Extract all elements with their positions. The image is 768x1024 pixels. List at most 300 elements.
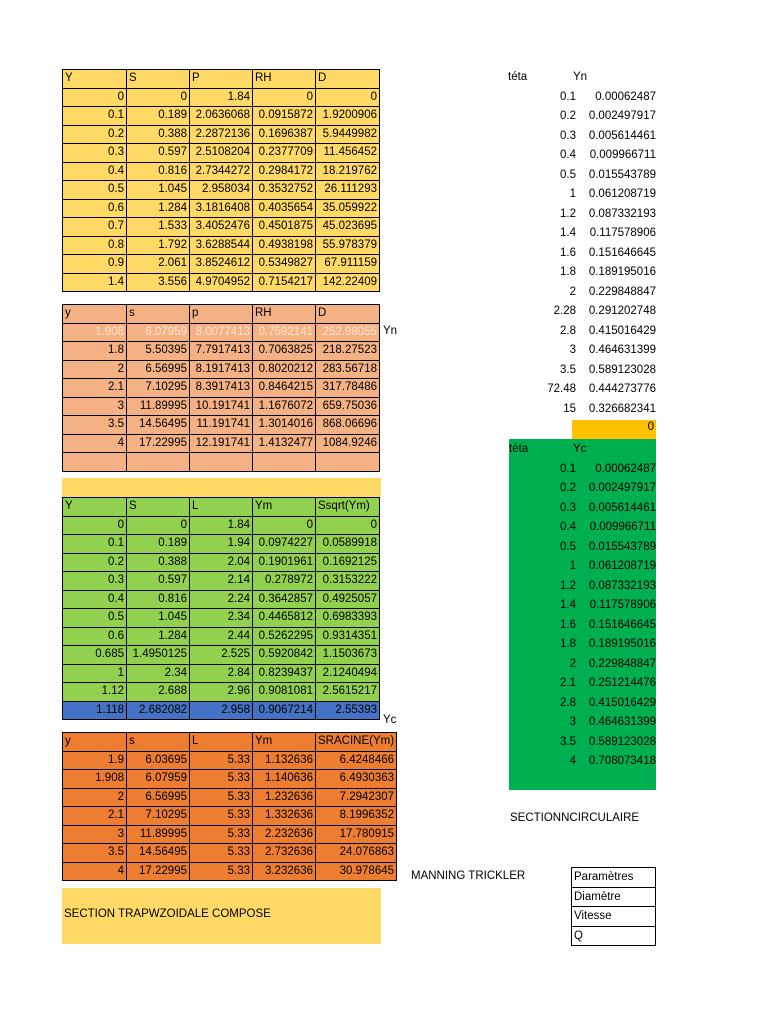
table-cell: 4: [63, 862, 127, 881]
list-item-value: 0.229848847: [588, 657, 656, 670]
yc-header-teta: téta: [509, 443, 529, 455]
table-cell: 0.388: [127, 125, 190, 144]
table-row: [63, 273, 380, 292]
table-cell: 1.908: [63, 770, 127, 789]
list-item: [500, 460, 656, 480]
table-cell: 0.8: [63, 236, 127, 255]
list-item: [500, 322, 656, 342]
table-row-yn: [63, 323, 380, 342]
table-cell: 55.978379: [316, 236, 380, 255]
table-cell: 1.045: [127, 609, 190, 628]
table-row-yc: [63, 701, 380, 720]
list-item-teta: 3: [569, 344, 576, 356]
params-cell: Paramètres: [572, 868, 656, 888]
table-cell: 3.6288544: [190, 236, 253, 255]
table-cell: 18.219762: [316, 162, 380, 181]
table-row-empty: [63, 453, 380, 472]
list-item-value: 0.415016429: [588, 696, 656, 709]
table-cell: 3: [63, 825, 127, 844]
table-cell: 5.33: [190, 807, 253, 826]
list-item-teta: 1.2: [560, 579, 576, 592]
table-cell: 1.1503673: [316, 646, 380, 665]
table-row: [63, 609, 380, 628]
table-row: [63, 342, 380, 361]
table-row: [63, 770, 397, 789]
table-cell: 0.816: [127, 162, 190, 181]
table-cell: 5.9449982: [316, 125, 380, 144]
table-row: [63, 218, 380, 237]
table-cell: 0.2984172: [253, 162, 316, 181]
table-cell: 3.5: [63, 416, 127, 435]
table-cell: Ssqrt(Ym): [316, 498, 380, 517]
table-cell: [253, 453, 316, 472]
table-row: [63, 516, 380, 535]
table-cell: 0.7063825: [253, 342, 316, 361]
table-cell: 0.4925057: [316, 590, 380, 609]
list-item-value: 0.464631399: [588, 344, 656, 356]
table-cell: 1.792: [127, 236, 190, 255]
table-cell: 67.911159: [316, 255, 380, 274]
table-header: [63, 70, 380, 89]
table-cell: 0: [127, 516, 190, 535]
table-cell: 0.816: [127, 590, 190, 609]
table-cell: 14.56495: [127, 844, 190, 863]
table-cell: 0.3: [63, 572, 127, 591]
table-cell: p: [190, 305, 253, 324]
list-item: [500, 361, 656, 381]
table-row: [63, 397, 380, 416]
list-item-value: 0.151646645: [588, 618, 656, 631]
table-cell: 1.118: [63, 701, 127, 720]
list-item-teta: 1.8: [560, 266, 576, 278]
table-cell: D: [316, 70, 380, 89]
yc-marker: Yc: [383, 714, 397, 726]
table-cell: 12.191741: [190, 434, 253, 453]
table-cell: 2.84: [190, 664, 253, 683]
list-item-teta: 0.1: [560, 462, 576, 475]
params-cell: Vitesse: [572, 907, 656, 927]
table-cell: 14.56495: [127, 416, 190, 435]
table-cell: 0: [127, 88, 190, 107]
table-cell: 0.9: [63, 255, 127, 274]
table-cell: 0: [316, 516, 380, 535]
list-item-value: 0.464631399: [588, 716, 656, 728]
table-row: [63, 572, 380, 591]
table-cell: 6.4248466: [316, 751, 397, 770]
table-cell: 659.75036: [316, 397, 380, 416]
table-cell: 2.1: [63, 379, 127, 398]
table-cell: 17.780915: [316, 825, 397, 844]
list-item-value: 0.589123028: [588, 735, 656, 748]
list-item-teta: 1: [569, 560, 576, 572]
table-cell: 0.3532752: [253, 181, 316, 200]
table-cell: 0.9314351: [316, 627, 380, 646]
list-item: [500, 499, 656, 519]
table-row: [63, 683, 380, 702]
table-cell: 2.1240494: [316, 664, 380, 683]
table-cell: RH: [253, 305, 316, 324]
table-cell: 2.34: [190, 609, 253, 628]
table-cell: 0.1: [63, 107, 127, 126]
yc-header-val: Yc: [573, 443, 587, 455]
list-item: [500, 88, 656, 108]
table-cell: 5.33: [190, 825, 253, 844]
table-row: [63, 162, 380, 181]
list-item: [500, 205, 656, 225]
table-cell: 3: [63, 397, 127, 416]
yn-orange-value: 0: [647, 421, 654, 433]
table-cell: 2: [63, 360, 127, 379]
table-cell: Y: [63, 498, 127, 517]
table-cell: y: [63, 733, 127, 752]
list-item-value: 0.015543789: [588, 168, 656, 181]
table-cell: 0.2377709: [253, 144, 316, 163]
table-cell: 30.978645: [316, 862, 397, 881]
list-item-teta: 0.5: [560, 168, 576, 181]
table-cell: [190, 453, 253, 472]
table-header: [63, 733, 397, 752]
table-cell: 1.84: [190, 516, 253, 535]
list-item-value: 0.002497917: [588, 482, 656, 494]
list-item-value: 0.229848847: [588, 285, 656, 298]
table-cell: 1.908: [63, 323, 127, 342]
table-cell: 4: [63, 434, 127, 453]
list-item: [500, 518, 656, 538]
table-row: [63, 862, 397, 881]
list-item: [500, 674, 656, 694]
list-item-teta: 1.6: [560, 246, 576, 259]
table-cell: 0.0974227: [253, 535, 316, 554]
params-cell: Diamètre: [572, 887, 656, 907]
table-cell: 11.191741: [190, 416, 253, 435]
table-cell: 2.732636: [253, 844, 316, 863]
table-row: [63, 199, 380, 218]
list-item: [500, 538, 656, 558]
table-row: [63, 627, 380, 646]
table-cell: 0.4465812: [253, 609, 316, 628]
table-cell: 2.34: [127, 664, 190, 683]
table-cell: 0.6: [63, 627, 127, 646]
list-item-teta: 2: [569, 285, 576, 298]
table-cell: 0.4035654: [253, 199, 316, 218]
list-item-value: 0.009966711: [589, 521, 656, 533]
list-item: [500, 244, 656, 264]
table-row: [63, 646, 380, 665]
list-item: [500, 146, 656, 166]
table-cell: 4.9704952: [190, 273, 253, 292]
table-cell: 0.388: [127, 553, 190, 572]
table-cell: 8.3917413: [190, 379, 253, 398]
table-cell: 0.5349827: [253, 255, 316, 274]
table-row: [63, 255, 380, 274]
table-cell: 0.4501875: [253, 218, 316, 237]
table-cell: 2.04: [190, 553, 253, 572]
table-cell: 0.7154217: [253, 273, 316, 292]
table-cell: 3.1816408: [190, 199, 253, 218]
list-item-teta: 0.2: [560, 110, 576, 122]
list-item: [500, 224, 656, 244]
table-cell: 2.96: [190, 683, 253, 702]
table-cell: 7.7917413: [190, 342, 253, 361]
yn-header: [500, 68, 656, 88]
list-item-teta: 1.8: [560, 638, 576, 650]
table-cell: 0.685: [63, 646, 127, 665]
table-cell: 2.525: [190, 646, 253, 665]
list-item-teta: 3.5: [560, 735, 576, 748]
table-cell: 3.556: [127, 273, 190, 292]
table-cell: 17.22995: [127, 862, 190, 881]
table-cell: 1.132636: [253, 751, 316, 770]
table-header: [63, 498, 380, 517]
table-cell: [127, 453, 190, 472]
table-cell: 1084.9246: [316, 434, 380, 453]
list-item-value: 0.002497917: [588, 110, 656, 122]
list-item-value: 0.061208719: [588, 560, 656, 572]
table-cell: 35.059922: [316, 199, 380, 218]
list-item-teta: 0.5: [560, 540, 576, 553]
yn-header-teta: téta: [508, 71, 528, 83]
list-item: [500, 713, 656, 733]
table-cell: 218.27523: [316, 342, 380, 361]
table-cell: 11.89995: [127, 397, 190, 416]
table-cell: 2.5108204: [190, 144, 253, 163]
list-item-teta: 0.3: [560, 129, 576, 142]
list-item: [500, 283, 656, 303]
table-cell: 2.688: [127, 683, 190, 702]
list-item-value: 0.251214476: [588, 677, 656, 689]
table-row: [63, 825, 397, 844]
yc-header: [500, 440, 656, 460]
table-cell: 0.5: [63, 181, 127, 200]
table-cell: 1.8: [63, 342, 127, 361]
params-row: [572, 868, 656, 888]
table-trapezoid-2: [62, 304, 380, 472]
table-cell: 5.50395: [127, 342, 190, 361]
table-cell: 868.06696: [316, 416, 380, 435]
list-item-teta: 2.8: [560, 696, 576, 709]
table-cell: 142.22409: [316, 273, 380, 292]
table-cell: 5.33: [190, 788, 253, 807]
table-cell: 2.14: [190, 572, 253, 591]
list-item-teta: 3: [569, 716, 576, 728]
list-item: [500, 694, 656, 714]
table-cell: 0.6983393: [316, 609, 380, 628]
table-row: [63, 181, 380, 200]
table-cell: 0.1901961: [253, 553, 316, 572]
table-cell: 1.9200906: [316, 107, 380, 126]
list-item-teta: 0.4: [560, 149, 576, 161]
table-cell: 7.2942307: [316, 788, 397, 807]
table-row: [63, 236, 380, 255]
list-item: [500, 655, 656, 675]
table-cell: 2.2872136: [190, 125, 253, 144]
section-trap-label: SECTION TRAPWZOIDALE COMPOSE: [64, 908, 271, 920]
table-cell: 5.33: [190, 751, 253, 770]
table-cell: 2.0636068: [190, 107, 253, 126]
table-cell: P: [190, 70, 253, 89]
list-item-teta: 1.6: [560, 618, 576, 631]
table-cell: 0.3: [63, 144, 127, 163]
table-cell: 2.1: [63, 807, 127, 826]
table-cell: Ym: [253, 733, 316, 752]
table-cell: 1.12: [63, 683, 127, 702]
table-cell: 0.2: [63, 125, 127, 144]
table-cell: 0: [63, 88, 127, 107]
table-cell: 0.1: [63, 535, 127, 554]
list-item-teta: 2.28: [553, 305, 576, 317]
list-item-teta: 0.1: [560, 90, 576, 103]
list-item: [500, 479, 656, 499]
list-item-teta: 15: [563, 402, 576, 415]
list-item: [500, 752, 656, 772]
list-item: [500, 166, 656, 186]
list-item-teta: 2.1: [560, 677, 576, 689]
table-cell: 0.4: [63, 590, 127, 609]
table-cell: 0.189: [127, 535, 190, 554]
yn-header-val: Yn: [573, 71, 588, 83]
params-row: [572, 907, 656, 927]
section-trap-box: [62, 888, 381, 944]
table-cell: 1.94: [190, 535, 253, 554]
params-table: [571, 867, 656, 946]
table-row: [63, 751, 397, 770]
table-row: [63, 125, 380, 144]
table-cell: 1.1676072: [253, 397, 316, 416]
yn-orange-cell: [572, 420, 656, 439]
table-cell: 1.232636: [253, 788, 316, 807]
table-cell: 6.07959: [127, 770, 190, 789]
table-cell: 283.56718: [316, 360, 380, 379]
list-item-value: 0.189195016: [588, 266, 656, 278]
list-item-teta: 4: [569, 755, 576, 767]
table-cell: 17.22995: [127, 434, 190, 453]
list-item-value: 0.415016429: [588, 324, 656, 337]
table-cell: 6.4930363: [316, 770, 397, 789]
table-cell: 0: [253, 516, 316, 535]
table-cell: 2.55393: [316, 701, 380, 720]
list-item-teta: 2.8: [560, 324, 576, 337]
table-cell: S: [127, 498, 190, 517]
table-cell: 5.33: [190, 844, 253, 863]
table-cell: 0: [253, 88, 316, 107]
list-item-teta: 0.3: [560, 501, 576, 514]
table-cell: SRACINE(Ym): [316, 733, 397, 752]
table-cell: 6.56995: [127, 360, 190, 379]
table-cell: 1.284: [127, 627, 190, 646]
section-circ-label: SECTIONNCIRCULAIRE: [510, 812, 640, 824]
list-item-value: 0.151646645: [588, 246, 656, 259]
table-cell: 11.456452: [316, 144, 380, 163]
table-row: [63, 590, 380, 609]
table-cell: 1.4132477: [253, 434, 316, 453]
list-item-value: 0.005614461: [588, 501, 656, 514]
table-cell: 0.0915872: [253, 107, 316, 126]
table-cell: 0.3642857: [253, 590, 316, 609]
list-item-value: 0.708073418: [588, 755, 656, 767]
list-item-value: 0.326682341: [588, 402, 656, 415]
list-item: [500, 635, 656, 655]
list-item: [500, 263, 656, 283]
list-item-teta: 1.4: [560, 227, 576, 239]
table-cell: 3.232636: [253, 862, 316, 881]
table-cell: 317.78486: [316, 379, 380, 398]
table-cell: 3.8524612: [190, 255, 253, 274]
table-cell: 0.2: [63, 553, 127, 572]
table-row: [63, 107, 380, 126]
table-cell: 7.10295: [127, 379, 190, 398]
table-cell: 6.07959: [127, 323, 190, 342]
table-cell: 8.1917413: [190, 360, 253, 379]
list-item-teta: 3.5: [560, 363, 576, 376]
table-cell: 0.0589918: [316, 535, 380, 554]
yellow-spacer: [62, 478, 381, 497]
table-header: [63, 305, 380, 324]
list-item-value: 0.00062487: [595, 462, 656, 475]
list-item-value: 0.444273776: [588, 383, 656, 395]
list-item-value: 0.291202748: [588, 305, 656, 317]
list-item-teta: 0.2: [560, 482, 576, 494]
table-cell: 0.6: [63, 199, 127, 218]
table-row: [63, 553, 380, 572]
table-cell: 1.4: [63, 273, 127, 292]
table-cell: 0.5262295: [253, 627, 316, 646]
table-cell: 0.7: [63, 218, 127, 237]
table-cell: 2.061: [127, 255, 190, 274]
table-cell: 0: [63, 516, 127, 535]
table-cell: 6.03695: [127, 751, 190, 770]
table-cell: [63, 453, 127, 472]
list-item-value: 0.117578906: [589, 599, 656, 611]
table-cell: 2.24: [190, 590, 253, 609]
table-cell: 1.4950125: [127, 646, 190, 665]
table-row: [63, 379, 380, 398]
table-row: [63, 844, 397, 863]
table-cell: RH: [253, 70, 316, 89]
list-item: [500, 733, 656, 753]
yn-list: [500, 68, 656, 419]
table-cell: 5.33: [190, 862, 253, 881]
table-cell: L: [190, 498, 253, 517]
table-cell: 2: [63, 788, 127, 807]
params-row: [572, 887, 656, 907]
table-cell: 7.10295: [127, 807, 190, 826]
table-row: [63, 535, 380, 554]
table-cell: 0.9081081: [253, 683, 316, 702]
list-item: [500, 127, 656, 147]
table-cell: L: [190, 733, 253, 752]
table-cell: 1.332636: [253, 807, 316, 826]
table-cell: 0: [316, 88, 380, 107]
table-cell: 1.284: [127, 199, 190, 218]
table-cell: 8.0077413: [190, 323, 253, 342]
table-cell: 6.56995: [127, 788, 190, 807]
table-cell: 2.7344272: [190, 162, 253, 181]
table-cell: 0.8020212: [253, 360, 316, 379]
table-cell: Ym: [253, 498, 316, 517]
list-item-value: 0.189195016: [588, 638, 656, 650]
table-cell: 1.9: [63, 751, 127, 770]
list-item: [500, 380, 656, 400]
list-item-teta: 1.2: [560, 207, 576, 220]
table-cell: 1: [63, 664, 127, 683]
table-cell: 0.5920842: [253, 646, 316, 665]
list-item: [500, 557, 656, 577]
list-item: [500, 577, 656, 597]
table-row: [63, 88, 380, 107]
table-cell: 0.4: [63, 162, 127, 181]
table-cell: 24.076863: [316, 844, 397, 863]
table-cell: 1.3014016: [253, 416, 316, 435]
